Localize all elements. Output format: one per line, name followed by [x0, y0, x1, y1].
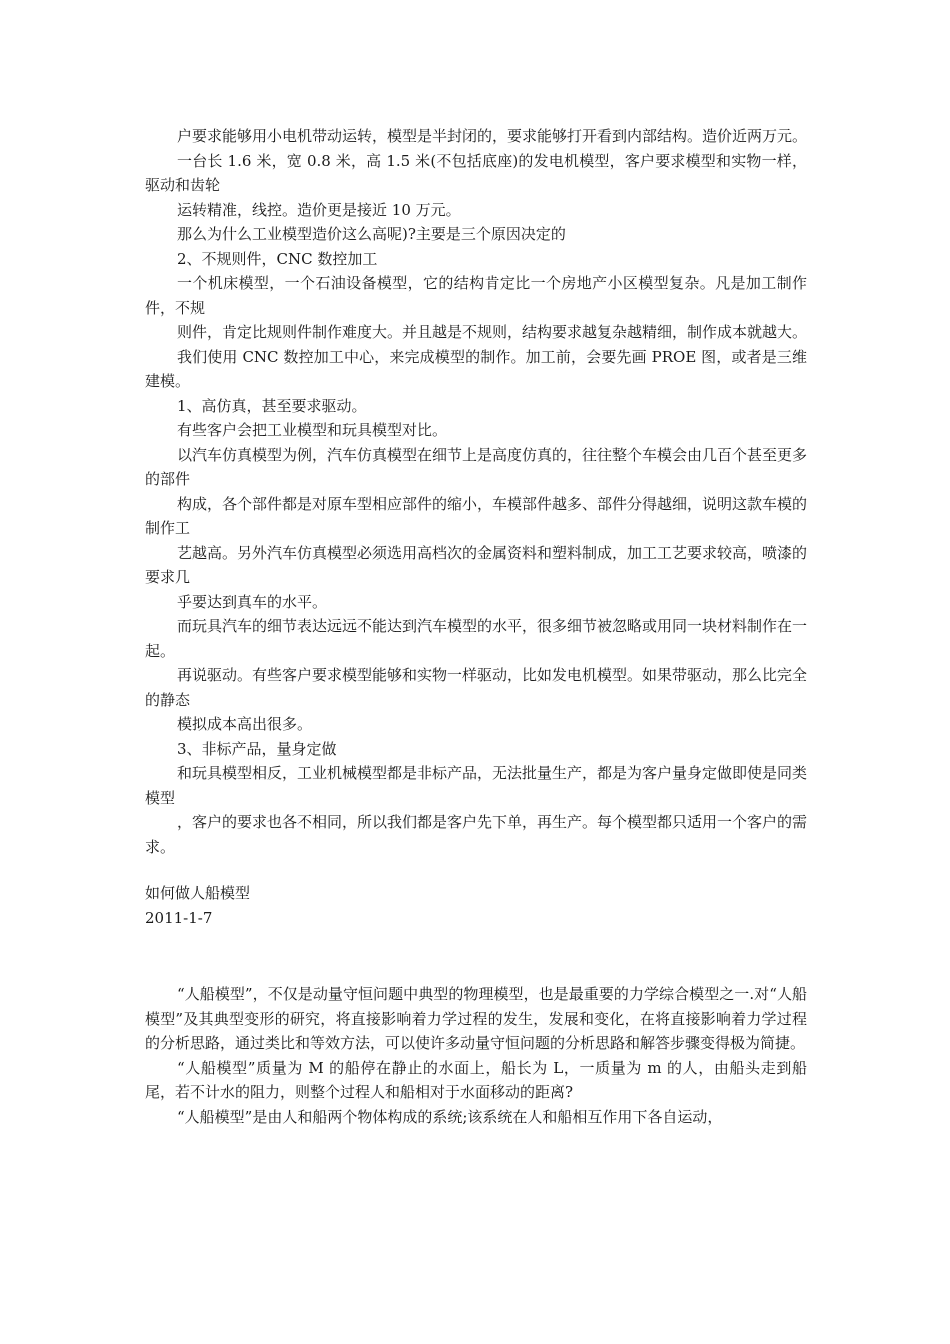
paragraph: ，客户的要求也各不相同，所以我们都是客户先下单，再生产。每个模型都只适用一个客户的需求。 — [145, 813, 808, 856]
paragraph: 一个机床模型，一个石油设备模型，它的结构肯定比一个房地产小区模型复杂。凡是加工制作件，不规 — [145, 274, 807, 317]
section-boat-model — [145, 982, 807, 1129]
paragraph: 而玩具汽车的细节表达远远不能达到汽车模型的水平，很多细节被忽略或用同一块材料制作在一起。 — [145, 617, 808, 660]
paragraph: 那么为什么工业模型造价这么高呢)?主要是三个原因决定的 — [177, 225, 566, 243]
paragraph: “人船模型”是由人和船两个物体构成的系统;该系统在人和船相互作用下各自运动， — [177, 1107, 723, 1126]
article-title: 如何做人船模型 — [145, 884, 251, 902]
paragraph: 再说驱动。有些客户要求模型能够和实物一样驱动，比如发电机模型。如果带驱动，那么比完全的静态 — [145, 666, 808, 709]
paragraph: 有些客户会把工业模型和玩具模型对比。 — [177, 421, 448, 439]
paragraph: 2、不规则件，CNC 数控加工 — [177, 249, 378, 268]
paragraph: 和玩具模型相反，工业机械模型都是非标产品，无法批量生产，都是为客户量身定做即使是同类模型 — [145, 764, 808, 807]
paragraph: 我们使用 CNC 数控加工中心，来完成模型的制作。加工前，会要先画 PROE 图，或者是三维建模。 — [145, 347, 807, 390]
section-industrial-models — [145, 124, 807, 859]
paragraph: 模拟成本高出很多。 — [177, 715, 313, 733]
paragraph: 运转精准，线控。造价更是接近 10 万元。 — [177, 200, 461, 219]
spacer — [145, 930, 807, 982]
article-header — [145, 881, 807, 930]
paragraph: 3、非标产品，量身定做 — [177, 739, 337, 758]
document-page — [145, 124, 807, 1129]
paragraph: 1、高仿真，甚至要求驱动。 — [177, 396, 367, 415]
paragraph: “人船模型”质量为 M 的船停在静止的水面上，船长为 L，一质量为 m 的人，由船头走到船尾，若不计水的阻力，则整个过程人和船相对于水面移动的距离? — [145, 1058, 807, 1101]
paragraph: 构成，各个部件都是对原车型相应部件的缩小，车模部件越多、部件分得越细，说明这款车模的制作工 — [145, 494, 808, 537]
paragraph: “人船模型”，不仅是动量守恒问题中典型的物理模型，也是最重要的力学综合模型之一.对“人船模型”及其典型变形的研究，将直接影响着力学过程的发生，发展和变化，在将直接影响着力学过程的分析思路，通过类比和等效方法，可以使许多动量守恒问题的分析思路和解答步骤变得极为简捷。 — [145, 985, 807, 1052]
paragraph: 以汽车仿真模型为例，汽车仿真模型在细节上是高度仿真的，往往整个车模会由几百个甚至更多的部件 — [145, 445, 808, 488]
paragraph: 户要求能够用小电机带动运转，模型是半封闭的，要求能够打开看到内部结构。造价近两万元。 — [177, 127, 808, 145]
paragraph: 乎要达到真车的水平。 — [177, 592, 328, 611]
paragraph: 则件，肯定比规则件制作难度大。并且越是不规则，结构要求越复杂越精细，制作成本就越大。 — [177, 323, 808, 341]
paragraph: 一台长 1.6 米，宽 0.8 米，高 1.5 米(不包括底座)的发电机模型，客户要求模型和实物一样，驱动和齿轮 — [145, 151, 807, 194]
paragraph: 艺越高。另外汽车仿真模型必须选用高档次的金属资料和塑料制成，加工工艺要求较高，喷漆的要求几 — [145, 543, 808, 586]
article-date: 2011-1-7 — [145, 908, 213, 927]
